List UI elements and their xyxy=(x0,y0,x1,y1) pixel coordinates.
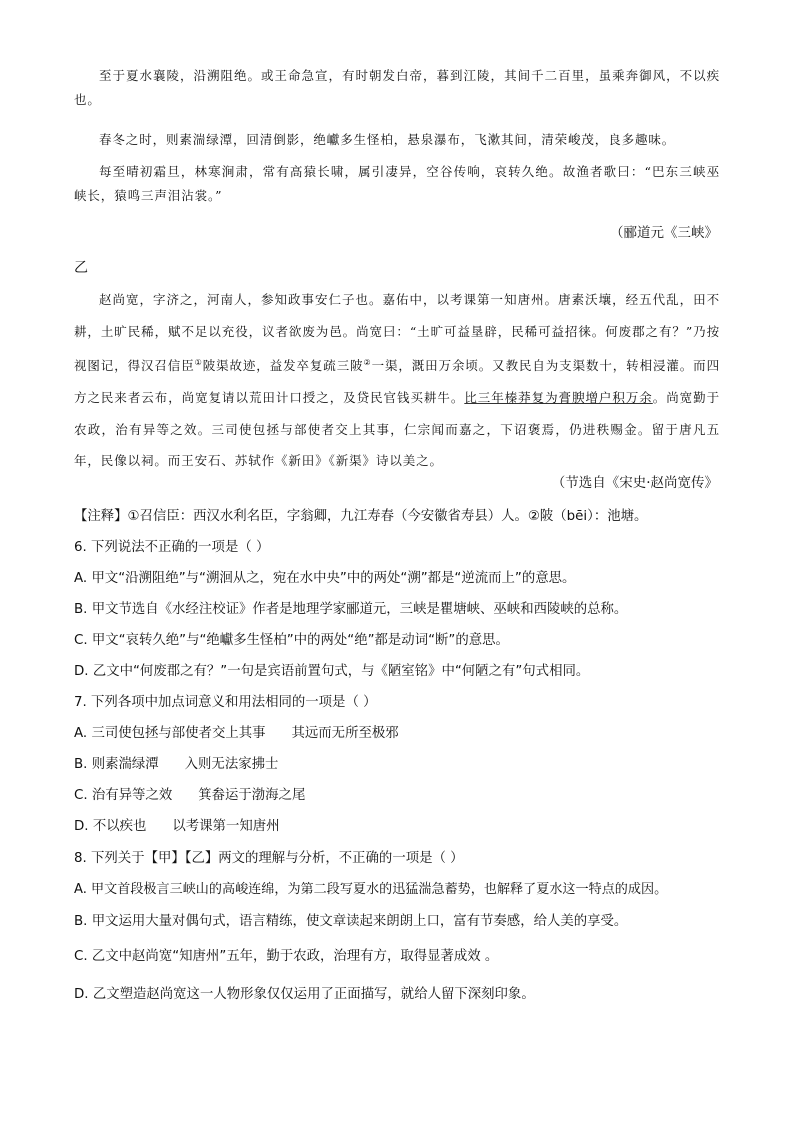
yi-text-1: 赵尚宽，字济之，河南人，参知政事安仁子也。嘉佑中，以考课第一知唐州。唐素沃壤，经五代乱，田不耕，土旷民稀，赋不足以充役，议者欲废为邑。尚宽曰：“土旷可益垦辟，民稀可益招徕。何废郡之有？”乃按视图记，得汉召信臣 xyxy=(74,292,720,374)
q7-option-b: B. 则素湍绿潭 入则无法家拂士 xyxy=(74,757,279,772)
note-marker-2: ② xyxy=(363,358,372,368)
jia-paragraph-2: 春冬之时，则素湍绿潭，回清倒影，绝巘多生怪柏，悬泉瀑布，飞漱其间，清荣峻茂，良多趣味。 xyxy=(99,132,676,147)
note-marker-1: ① xyxy=(194,358,203,368)
q6-stem: 6. 下列说法不正确的一项是（ ） xyxy=(74,540,270,555)
q8-stem: 8. 下列关于【甲】【乙】两文的理解与分析，不正确的一项是（ ） xyxy=(74,851,464,866)
yi-source: （节选自《宋史·赵尚宽传》 xyxy=(551,475,718,491)
jia-paragraph-3: 每至晴初霜旦，林寒涧肃，常有高猿长啸，属引凄异，空谷传响，哀转久绝。故渔者歌曰：“巴东三峡巫峡长，猿鸣三声泪沾裳。” xyxy=(74,164,720,203)
q7-option-c: C. 治有异等之效 箕畚运于渤海之尾 xyxy=(74,788,306,803)
q6-option-c: C. 甲文“哀转久绝”与“绝巘多生怪柏”中的两处“绝”都是动词“断”的意思。 xyxy=(74,633,509,648)
yi-text-2: 陂渠故迹，益发卒复疏三陂 xyxy=(202,358,364,374)
underlined-sentence: 比三年榛莽复为膏腴增户积万余 xyxy=(464,389,653,405)
jia-paragraph-1: 至于夏水襄陵，沿溯阻绝。或王命急宣，有时朝发白帝，暮到江陵，其间千二百里，虽乘奔御风，不以疾也。 xyxy=(74,68,720,107)
q8-option-d: D. 乙文塑造赵尚宽这一人物形象仅仅运用了正面描写，就给人留下深刻印象。 xyxy=(74,987,535,1002)
q7-stem: 7. 下列各项中加点词意义和用法相同的一项是（ ） xyxy=(74,695,377,710)
q8-option-a: A. 甲文首段极言三峡山的高峻连绵，为第二段写夏水的迅猛湍急蓄势，也解释了夏水这一特点的成因。 xyxy=(74,882,668,897)
yi-text-3: 一渠，溉田万余顷。又教民自为支渠数十，转相浸灌。而四方之民来者云布，尚宽复请以荒田计口授之，及贷民官钱买耕牛。 xyxy=(74,358,720,405)
q8-option-c: C. 乙文中赵尚宽“知唐州”五年，勤于农政，治理有方，取得显著成效 。 xyxy=(74,949,499,964)
jia-source: （郦道元《三峡》 xyxy=(610,225,718,241)
yi-paragraph xyxy=(74,284,720,477)
q6-option-d: D. 乙文中“何废郡之有？”一句是宾语前置句式，与《陋室铭》中“何陋之有”句式相同。 xyxy=(74,664,590,679)
q6-option-a: A. 甲文“沿溯阻绝”与“溯洄从之，宛在水中央”中的两处“溯”都是“逆流而上”的意思。 xyxy=(74,571,576,586)
q8-option-b: B. 甲文运用大量对偶句式，语言精练，使文章读起来朗朗上口，富有节奏感，给人美的享受。 xyxy=(74,914,628,929)
yi-text-4: 。尚宽勤于农政，治有异等之效。三司使包拯与部使者交上其事，仁宗闻而嘉之，下诏褒焉，仍进秩赐金。留于唐凡五年，民像以祠。而王安石、苏轼作《新田》《新渠》诗以美之。 xyxy=(74,389,720,469)
q6-option-b: B. 甲文节选自《水经注校证》作者是地理学家郦道元，三峡是瞿塘峡、巫峡和西陵峡的总称。 xyxy=(74,602,628,617)
q7-option-d: D. 不以疾也 以考课第一知唐州 xyxy=(74,819,280,834)
yi-label: 乙 xyxy=(74,260,88,276)
q7-option-a: A. 三司使包拯与部使者交上其事 其远而无所至极邪 xyxy=(74,726,399,741)
annotation-note: 【注释】①召信臣：西汉水利名臣，字翁卿，九江寿春（今安徽省寿县）人。②陂（bēi）：池塘。 xyxy=(74,509,648,524)
